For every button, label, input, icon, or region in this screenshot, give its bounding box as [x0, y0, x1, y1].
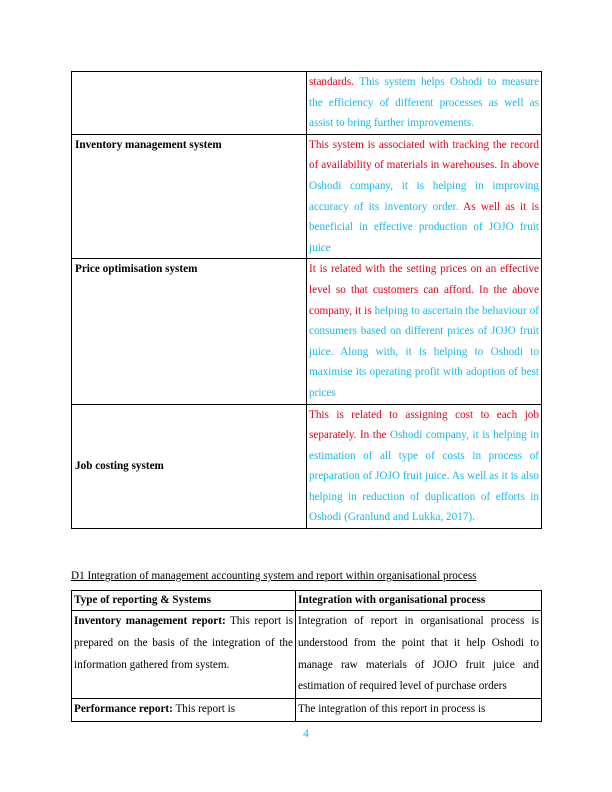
report-text: This report is	[172, 703, 236, 716]
section-heading: D1 Integration of management accounting system and report within organisational process	[71, 570, 477, 582]
report-text: This report is prepared on the basis of the integration of the information gathered from system.	[74, 615, 293, 671]
system-label: Inventory management system	[72, 134, 307, 259]
report-title: Performance report:	[74, 703, 173, 716]
system-label	[72, 72, 307, 135]
desc-segment: As well as it is	[458, 200, 540, 213]
desc-segment: It is related with the setting prices on an effective level so that customers can afford. In the above company, it is	[309, 263, 539, 317]
table-row	[72, 404, 542, 529]
report-type-cell	[72, 699, 296, 722]
system-label: Price optimisation system	[72, 259, 307, 404]
table-row	[72, 134, 542, 259]
table-header-row	[72, 591, 542, 611]
table-row	[72, 72, 542, 135]
table-row	[72, 611, 542, 699]
system-description	[307, 72, 542, 135]
column-header: Integration with organisational process	[296, 591, 542, 611]
table-row	[72, 259, 542, 404]
systems-table	[71, 71, 542, 529]
system-description	[307, 134, 542, 259]
table-row	[72, 699, 542, 722]
integration-cell: The integration of this report in process is	[296, 699, 542, 722]
desc-segment: Oshodi company, it is helping in improving accuracy of its inventory order.	[309, 179, 539, 213]
integration-table	[71, 590, 542, 722]
desc-segment: beneficial in effective production of JOJO fruit juice	[309, 221, 539, 254]
system-description	[307, 259, 542, 404]
integration-cell: Integration of report in organisational process is understood from the point that it help Oshodi to manage raw materials of JOJO fruit juice and estimation of required level of purchase orders	[296, 611, 542, 699]
desc-segment: Oshodi company, it is helping in estimation of all type of costs in process of preparation of JOJO fruit juice. As well as it is also helping in reduction of duplication of efforts in Oshodi (Granlund and Lukka, 2017).	[309, 429, 539, 524]
page-number: 4	[303, 728, 309, 740]
desc-segment: helping to ascertain the behaviour of consumers based on different prices of JOJO fruit juice. Along with, it is helping to Oshodi to maximise its operating profit with adoption of best prices	[309, 304, 539, 399]
column-header: Type of reporting & Systems	[72, 591, 296, 611]
desc-segment: This system helps Oshodi to measure the efficiency of different processes as well as assist to bring further improvements.	[309, 76, 539, 130]
report-title: Inventory management report:	[74, 615, 226, 627]
system-label: Job costing system	[72, 404, 307, 529]
desc-segment: This system is associated with tracking the record of availability of materials in warehouses. In above	[309, 138, 539, 172]
system-description	[307, 404, 542, 529]
report-type-cell	[72, 611, 296, 699]
desc-segment: This is related to assigning cost to each job separately. In the	[309, 408, 539, 442]
desc-segment: standards.	[309, 76, 355, 88]
